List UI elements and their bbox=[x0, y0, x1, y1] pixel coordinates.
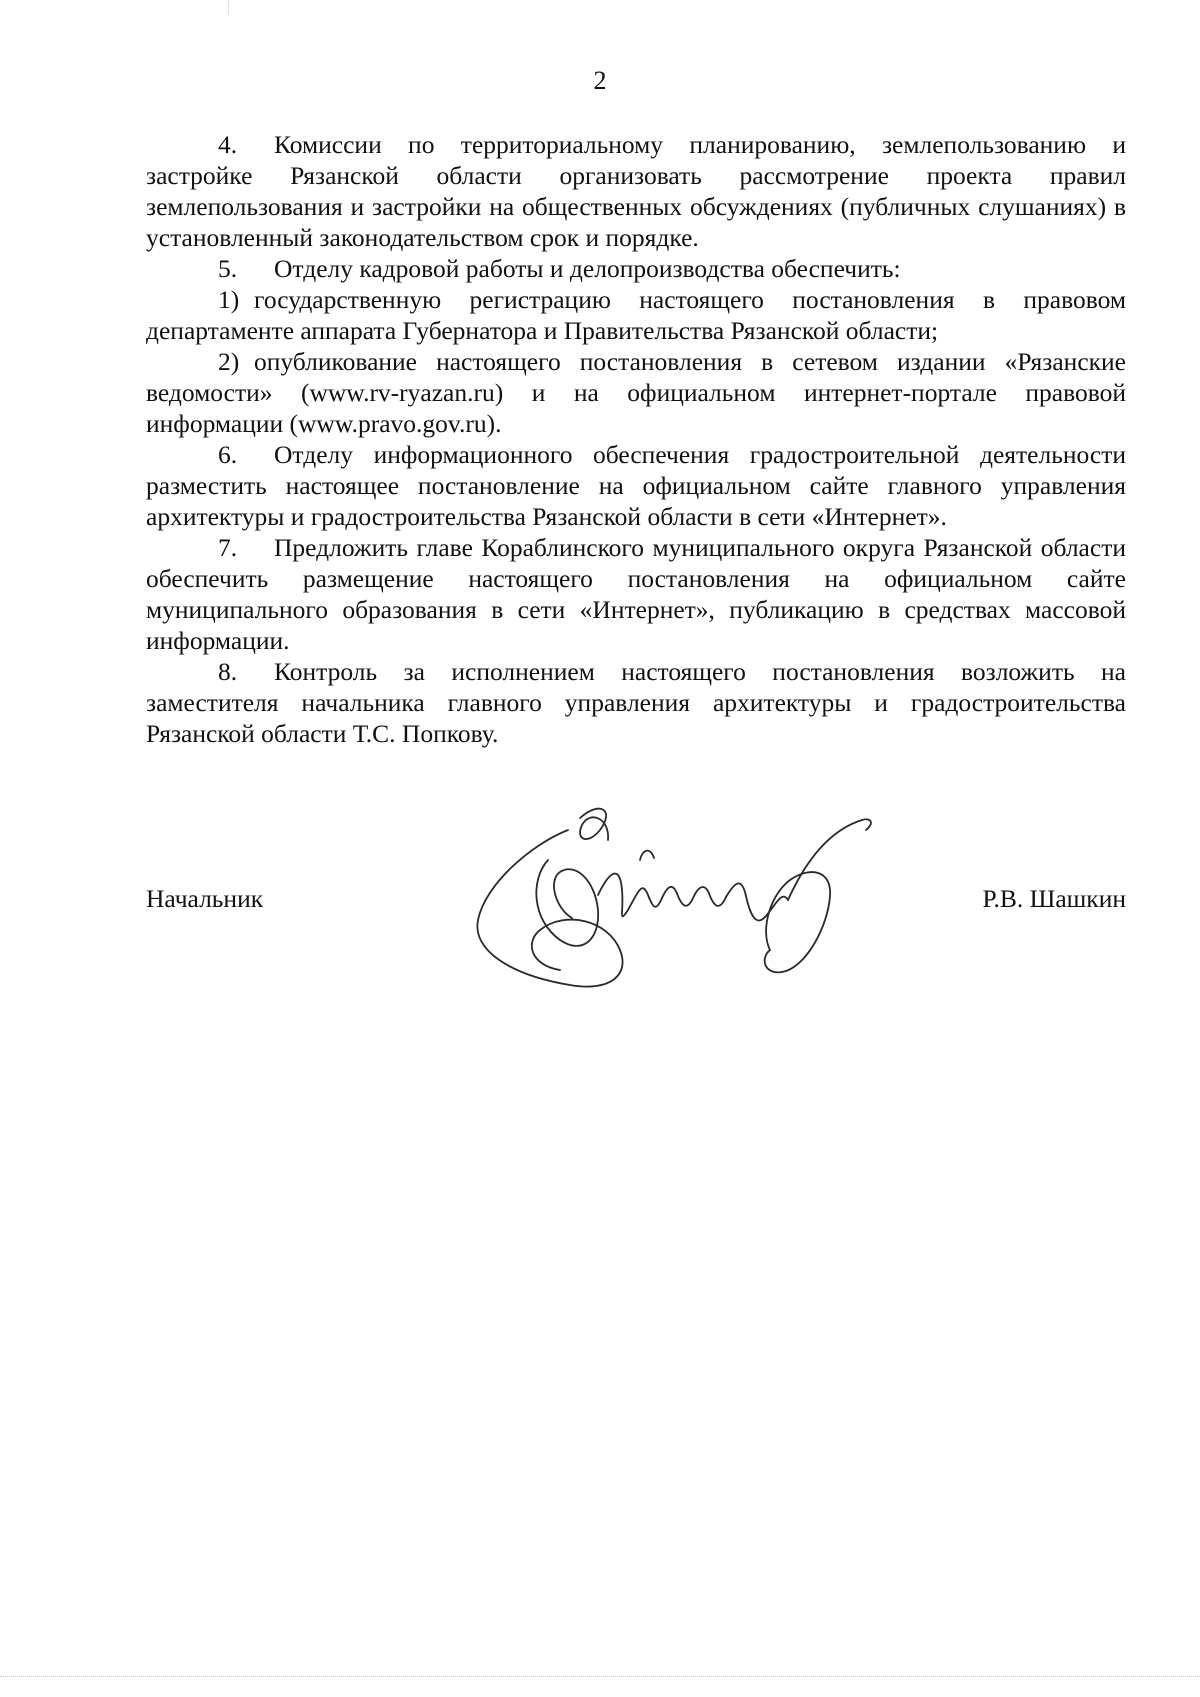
paragraph-item-6 bbox=[146, 439, 1126, 532]
paragraph-item-5 bbox=[146, 253, 1126, 284]
paragraph-text: Комиссии по территориальному планированию, землепользованию и застройке Рязанской области организовать рассмотрение проекта правил землепользования и застройки на общественных обсуждениях (публичных слушаниях) в установленный законодательством срок и порядке. bbox=[146, 130, 1126, 252]
paragraph-text: Предложить главе Кораблинского муниципального округа Рязанской области обеспечить размещение настоящего постановления на официальном сайте муниципального образования в сети «Интернет», публикацию в средствах массовой информации. bbox=[146, 533, 1126, 655]
paragraph-number: 6. bbox=[218, 440, 238, 469]
subitem-number: 1) bbox=[218, 285, 240, 314]
signatory-title: Начальник bbox=[146, 884, 264, 913]
paragraph-number: 8. bbox=[218, 657, 238, 686]
paragraph-number: 4. bbox=[218, 130, 238, 159]
subitem-2 bbox=[146, 346, 1126, 439]
subitem-text: государственную регистрацию настоящего постановления в правовом департаменте аппарата Губернатора и Правительства Рязанской области; bbox=[146, 285, 1126, 345]
subitem-text: опубликование настоящего постановления в сетевом издании «Рязанские ведомости» (www.rv-ryazan.ru) и на официальном интернет-портале правовой информации (www.pravo.gov.ru). bbox=[146, 347, 1126, 438]
scan-artifact-mark bbox=[228, 0, 229, 14]
signature-block bbox=[146, 883, 1126, 923]
paragraph-item-8 bbox=[146, 656, 1126, 749]
signatory-name: Р.В. Шашкин bbox=[982, 884, 1126, 913]
paragraph-text: Отделу информационного обеспечения градостроительной деятельности разместить настоящее постановление на официальном сайте главного управления архитектуры и градостроительства Рязанской области в сети «Интернет». bbox=[146, 440, 1126, 531]
page-number: 2 bbox=[593, 66, 607, 95]
scan-edge-line bbox=[0, 1676, 1200, 1678]
paragraph-item-4 bbox=[146, 129, 1126, 253]
document-body bbox=[146, 129, 1126, 749]
paragraph-text: Отделу кадровой работы и делопроизводства обеспечить: bbox=[274, 254, 901, 283]
paragraph-item-7 bbox=[146, 532, 1126, 656]
paragraph-number: 7. bbox=[218, 533, 238, 562]
paragraph-number: 5. bbox=[218, 254, 238, 283]
paragraph-text: Контроль за исполнением настоящего постановления возложить на заместителя начальника главного управления архитектуры и градостроительства Рязанской области Т.С. Попкову. bbox=[146, 657, 1126, 748]
subitem-1 bbox=[146, 284, 1126, 346]
subitem-number: 2) bbox=[218, 347, 240, 376]
